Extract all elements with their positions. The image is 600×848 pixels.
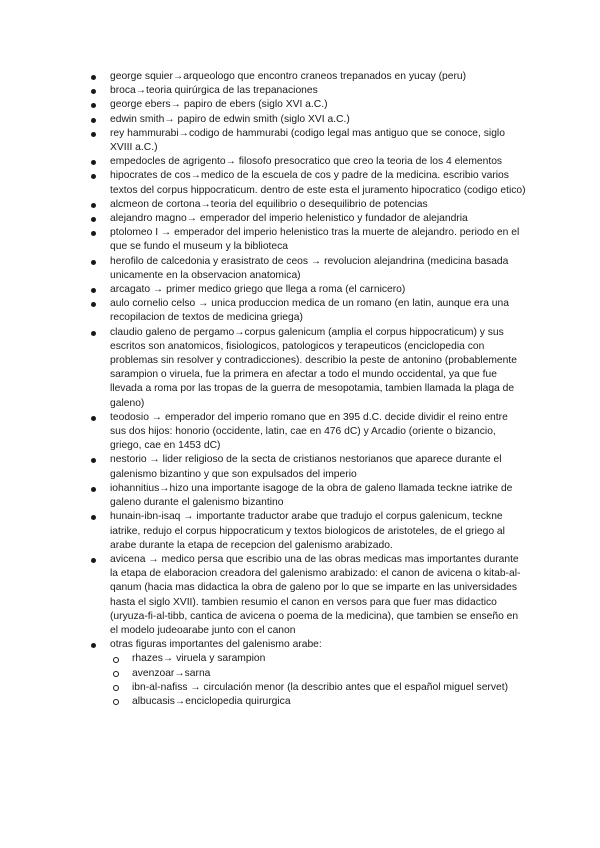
list-item-text: claudio galeno de pergamo→corpus galenicum (amplia el corpus hippocraticum) y sus escritos son anatomicos, fisiologicos, patologicos y terapeuticos (enciclopedia con problemas sin resolver y contradicciones). describio la peste de antonino (probablemente sarampion o viruela, fue la primera en afectar a todo el mundo occidental, ya que fue llevada a roma por las tropas de la guerra de mesopotamia, tambien llamada la plaga de galeno) bbox=[110, 326, 517, 409]
list-item-text: hipocrates de cos→medico de la escuela de cos y padre de la medicina. escribio varios textos del corpus hippocraticum. dentro de este esta el juramento hipocratico (codigo etico) bbox=[110, 170, 526, 196]
list-item-text: arcagato → primer medico griego que llega a roma (el carnicero) bbox=[110, 284, 406, 296]
list-item-text: herofilo de calcedonia y erasistrato de ceos → revolucion alejandrina (medicina basada unicamente en la observacion anatomica) bbox=[110, 255, 509, 281]
list-item bbox=[88, 411, 526, 454]
list-item bbox=[88, 326, 526, 411]
list-item bbox=[88, 169, 526, 197]
list-item-text: george ebers→ papiro de ebers (siglo XVI a.C.) bbox=[110, 99, 328, 111]
bullet-icon bbox=[91, 458, 96, 463]
sub-list-item-text: avenzoar→sarna bbox=[132, 667, 211, 679]
list-item-text: ptolomeo I → emperador del imperio helenistico tras la muerte de alejandro. periodo en el que se fundo el museum y la biblioteca bbox=[110, 227, 520, 253]
list-item-text: hunain-ibn-isaq → importante traductor arabe que tradujo el corpus galenicum, teckne iatrike, redujo el corpus hippocraticum y textos biologicos de aristoteles, de el griego al arabe durante la etapa de recepcion del galenismo arabizado. bbox=[110, 511, 505, 551]
bullet-icon bbox=[91, 416, 96, 421]
bullet-icon bbox=[91, 174, 96, 179]
sub-list-item bbox=[110, 667, 526, 681]
sub-list bbox=[110, 652, 526, 709]
hollow-bullet-icon bbox=[113, 699, 119, 705]
bullet-icon bbox=[91, 103, 96, 108]
bullet-icon bbox=[91, 487, 96, 492]
sub-list-item-text: albucasis→enciclopedia quirurgica bbox=[132, 695, 291, 707]
bullet-icon bbox=[91, 302, 96, 307]
bullet-icon bbox=[91, 160, 96, 165]
bullet-icon bbox=[91, 515, 96, 520]
list-item bbox=[88, 198, 526, 212]
hollow-bullet-icon bbox=[113, 685, 119, 691]
list-item bbox=[88, 98, 526, 112]
sub-list-item bbox=[110, 681, 526, 695]
list-item-text: avicena → medico persa que escribio una de las obras medicas mas importantes durante la etapa de elaboracion creadora del galenismo arabizado: el canon de avicena o kitab-al-qanum (hacia mas didactica la obra de galeno por lo que se imparte en las universidades hasta el siglo XVII). tambien resumio el canon en versos para que fuer mas didactico (uryuza-fi-al-tibb, cantica de avicena o poema de la medicina), que tambien se enseño en el modelo judeoarabe junto con el canon bbox=[110, 553, 521, 636]
list-item-text: otras figuras importantes del galenismo arabe: bbox=[110, 639, 322, 651]
list-item bbox=[88, 226, 526, 254]
list-item bbox=[88, 283, 526, 297]
hollow-bullet-icon bbox=[113, 671, 119, 677]
list-item bbox=[88, 553, 526, 638]
notes-list bbox=[88, 70, 526, 709]
bullet-icon bbox=[91, 217, 96, 222]
list-item bbox=[88, 113, 526, 127]
list-item bbox=[88, 255, 526, 283]
hollow-bullet-icon bbox=[113, 657, 119, 663]
list-item bbox=[88, 212, 526, 226]
list-item bbox=[88, 638, 526, 709]
list-item-text: aulo cornelio celso → unica produccion medica de un romano (en latin, aunque era una recopilacion de textos de medicina griega) bbox=[110, 298, 509, 324]
list-item-text: alejandro magno→ emperador del imperio helenistico y fundador de alejandria bbox=[110, 213, 468, 225]
list-item-text: george squier→arqueologo que encontro craneos trepanados en yucay (peru) bbox=[110, 71, 467, 82]
list-item-text: nestorio → lider religioso de la secta de cristianos nestorianos que aparece durante el galenismo bizantino y que son expulsados del imperio bbox=[110, 454, 502, 480]
bullet-icon bbox=[91, 643, 96, 648]
bullet-icon bbox=[91, 118, 96, 123]
list-item-text: teodosio → emperador del imperio romano que en 395 d.C. decide dividir el reino entre sus dos hijos: honorio (occidente, latin, cae en 476 dC) y Arcadio (oriente o bizancio, griego, cae en 1453 dC) bbox=[110, 411, 508, 452]
sub-list-item bbox=[110, 652, 526, 666]
bullet-icon bbox=[91, 75, 96, 80]
bullet-icon bbox=[91, 89, 96, 94]
list-item bbox=[88, 155, 526, 169]
sub-list-item bbox=[110, 695, 526, 709]
list-item bbox=[88, 482, 526, 510]
bullet-icon bbox=[91, 288, 96, 293]
list-item bbox=[88, 84, 526, 98]
list-item-text: iohannitius→hizo una importante isagoge de la obra de galeno llamada teckne iatrike de galeno durante el galenismo bizantino bbox=[110, 482, 513, 509]
sub-list-item-text: ibn-al-nafiss → circulación menor (la describio antes que el español miguel servet) bbox=[132, 681, 509, 693]
list-item bbox=[88, 297, 526, 325]
bullet-icon bbox=[91, 132, 96, 137]
list-item bbox=[88, 70, 526, 84]
bullet-icon bbox=[91, 331, 96, 336]
list-item bbox=[88, 453, 526, 481]
bullet-icon bbox=[91, 203, 96, 208]
list-item bbox=[88, 127, 526, 155]
bullet-icon bbox=[91, 558, 96, 563]
list-item-text: alcmeon de cortona→teoria del equilibrio o desequilibrio de potencias bbox=[110, 198, 428, 210]
bullet-icon bbox=[91, 260, 96, 265]
sub-list-item-text: rhazes→ viruela y sarampion bbox=[132, 653, 266, 665]
list-item-text: rey hammurabi→codigo de hammurabi (codigo legal mas antiguo que se conoce, siglo XVIII a.C.) bbox=[110, 127, 505, 154]
list-item-text: empedocles de agrigento→ filosofo presocratico que creo la teoria de los 4 elementos bbox=[110, 156, 503, 168]
list-item-text: edwin smith→ papiro de edwin smith (siglo XVI a.C.) bbox=[110, 113, 350, 125]
list-item bbox=[88, 510, 526, 553]
list-item-text: broca→teoria quirúrgica de las trepanaciones bbox=[110, 85, 318, 97]
bullet-icon bbox=[91, 231, 96, 236]
